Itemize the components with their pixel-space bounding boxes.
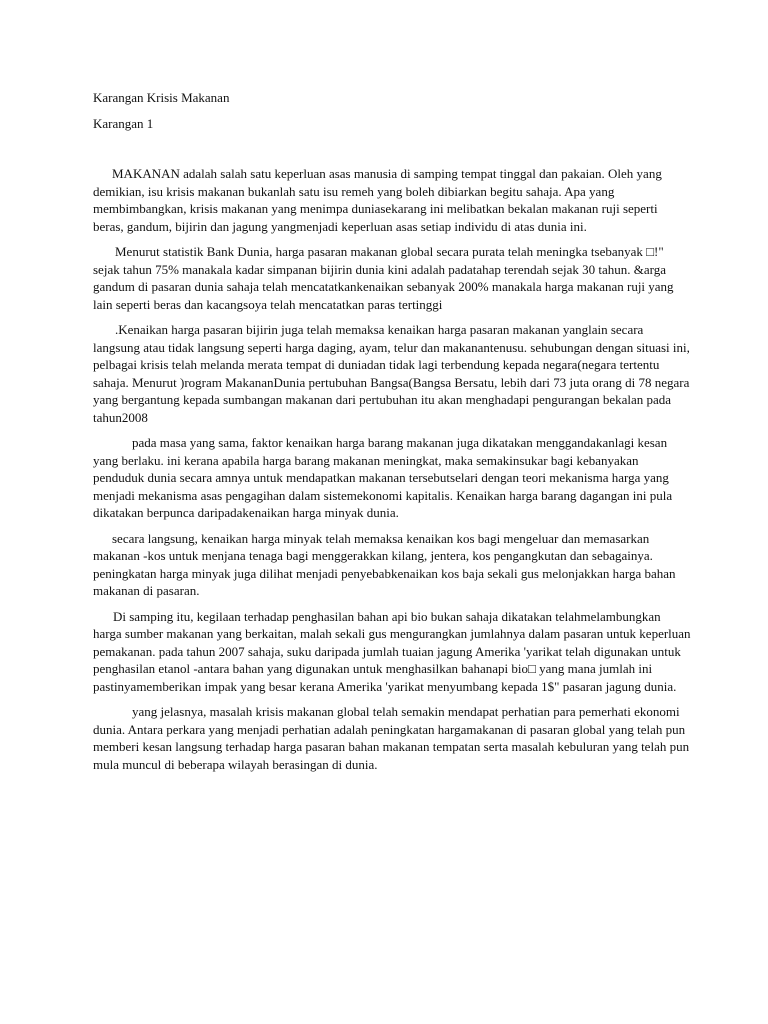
paragraph-2: Menurut statistik Bank Dunia, harga pasaran makanan global secara purata telah meningka tsebanyak □!" sejak tahun 75% manakala kadar simpanan bijirin dunia kini adalah padatahap terendah sejak 30 tahun. &arga gandum di pasaran dunia sahaja telah mencatatkankenaikan sebanyak 200% manakala harga makanan ruji yang lain seperti beras dan kacangsoya telah mencatatkan paras tertinggi [93, 244, 674, 312]
paragraph-7: yang jelasnya, masalah krisis makanan global telah semakin mendapat perhatian para pemerhati ekonomi dunia. Antara perkara yang menjadi perhatian adalah peningkatan hargamakanan di pasaran global yang telah pun memberi kesan langsung terhadap harga pasaran bahan makanan tempatan serta masalah kebuluran yang telah pun mula muncul di beberapa wilayah berasingan di dunia. [93, 704, 690, 772]
paragraph-4: pada masa yang sama, faktor kenaikan harga barang makanan juga dikatakan menggandakanlagi kesan yang berlaku. ini kerana apabila harga barang makanan meningkat, maka semakinsukar bagi kebanyakan penduduk dunia secara amnya untuk mendapatkan makanan tersebutselari dengan teori mekanisma harga yang menjadi mekanisma asas pengagihan dalam sistemekonomi kapitalis. Kenaikan harga barang dagangan ini pula dikatakan berpunca daripadakenaikan harga minyak dunia. [93, 435, 673, 520]
paragraph-6: Di samping itu, kegilaan terhadap penghasilan bahan api bio bukan sahaja dikatakan telahmelambungkan harga sumber makanan yang berkaitan, malah sekali gus mengurangkan jumlahnya dalam pasaran untuk keperluan pemakanan. pada tahun 2007 sahaja, suku daripada jumlah tuaian jagung Amerika 'yarikat telah digunakan untuk penghasilan etanol -antara bahan yang digunakan untuk menghasilkan bahanapi bio□ yang mana jumlah ini pastinyamemberikan impak yang besar kerana Amerika 'yarikat menyumbang kepada 1$" pasaran jagung dunia. [93, 608, 691, 694]
paragraph-1: MAKANAN adalah salah satu keperluan asas manusia di samping tempat tinggal dan pakaian. Oleh yang demikian, isu krisis makanan bukanlah satu isu remeh yang boleh dibiarkan begitu sahaja. Apa yang membimbangkan, krisis makanan yang menimpa duniasekarang ini melibatkan bekalan makanan ruji seperti beras, gandum, bijirin dan jagung yangmenjadi keperluan asas setiap individu di atas dunia ini. [93, 166, 662, 234]
paragraph-5: secara langsung, kenaikan harga minyak telah memaksa kenaikan kos bagi mengeluar dan memasarkan makanan -kos untuk menjana tenaga bagi menggerakkan kilang, jentera, kos pengangkutan dan sebagainya. peningkatan harga minyak juga dilihat menjadi penyebabkenaikan kos baja sekali gus melonjakkan harga bahan makanan di pasaran. [93, 530, 676, 598]
document-body [93, 165, 691, 781]
paragraph-3: .Kenaikan harga pasaran bijirin juga telah memaksa kenaikan harga pasaran makanan yanglain secara langsung atau tidak langsung seperti harga daging, ayam, telur dan makanantenusu. sehubungan dengan situasi ini, pelbagai krisis telah melanda merata tempat di duniadan tidak lagi terbendung kepada negara(negara tertentu sahaja. Menurut )rogram MakananDunia pertubuhan Bangsa(Bangsa Bersatu, lebih dari 73 juta orang di 78 negara yang bergantung kepada sumbangan makanan dari pertubuhan itu akan menghadapi pengurangan bekalan pada tahun2008 [93, 322, 690, 425]
document-subtitle: Karangan 1 [93, 116, 154, 131]
document-title: Karangan Krisis Makanan [93, 90, 230, 105]
